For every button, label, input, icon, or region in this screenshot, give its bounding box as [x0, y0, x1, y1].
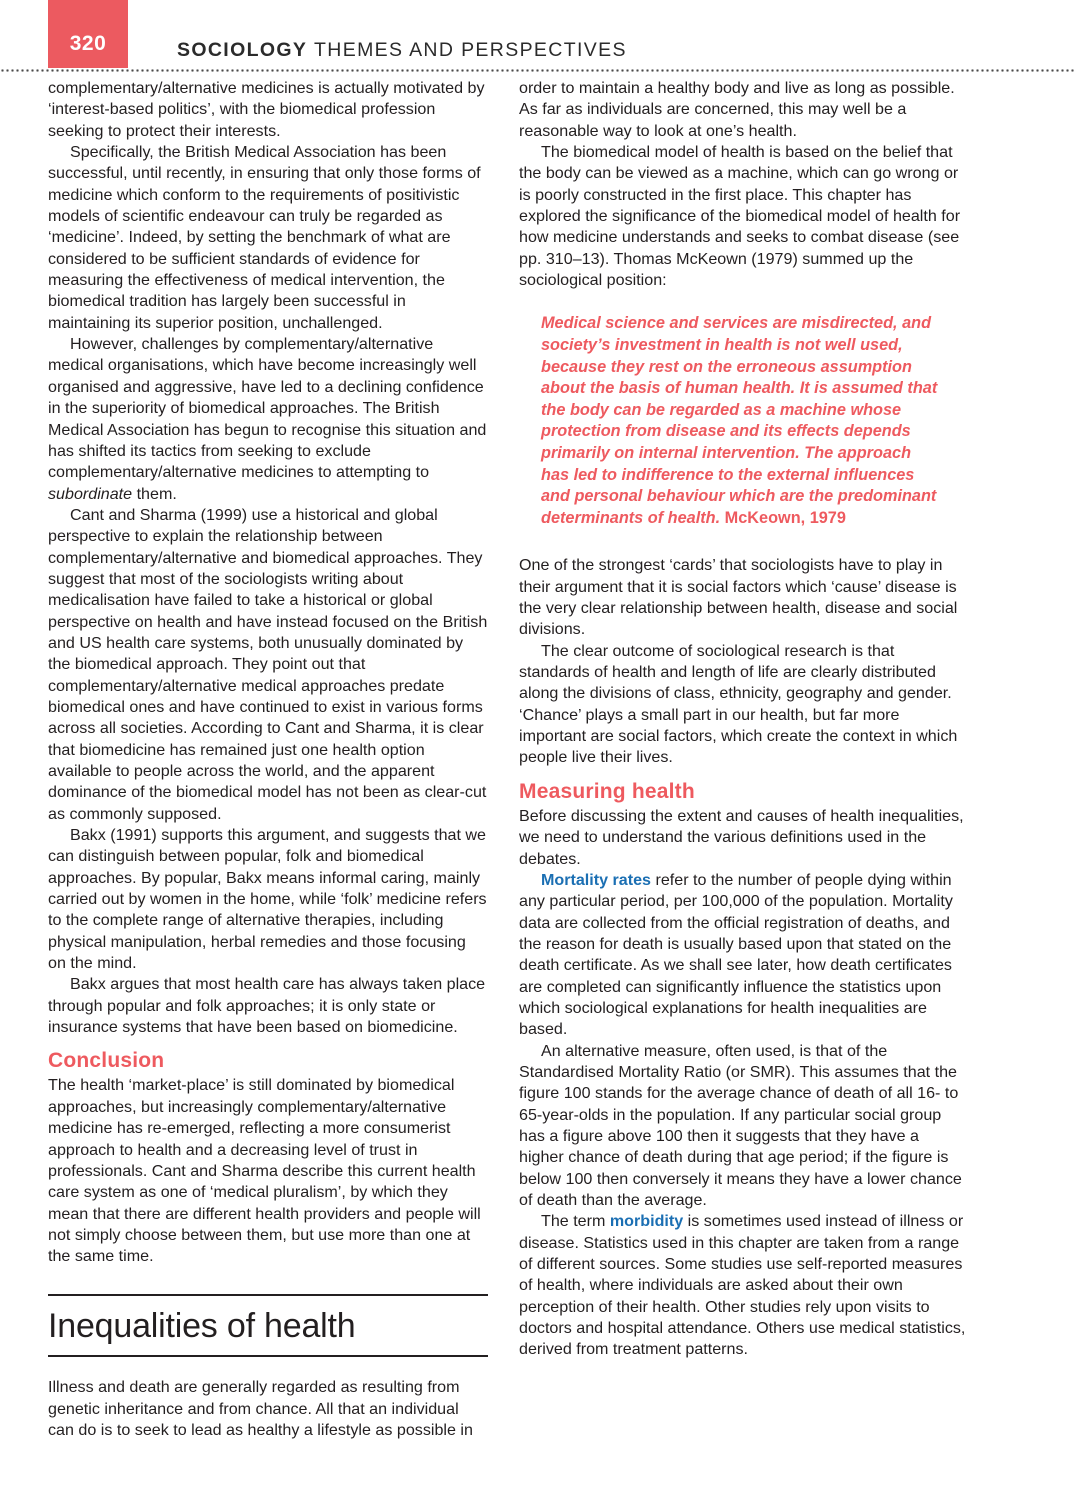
right-column — [519, 78, 968, 1361]
however-text-before: However, challenges by complementary/alternative medical organisations, which have become increasingly well organised and aggressive, have led to a declining confidence in the superiority of biomedical approaches. The British Medical Association has begun to recognise this situation and has shifted its tactics from seeking to exclude complementary/alternative medicines to attempting to — [48, 335, 487, 482]
left-column — [48, 78, 488, 1441]
paragraph-continuation: complementary/alternative medicines is actually motivated by ‘interest-based politics’, with the biomedical profession seeking to protect their interests. — [48, 79, 485, 140]
paragraph-however-subordinate — [48, 334, 488, 505]
paragraph-illness-and-death: Illness and death are generally regarded as resulting from genetic inheritance and from chance. All that an individual can do is to seek to lead as healthy a lifestyle as possible in — [48, 1378, 473, 1440]
paragraph-before-discussing: Before discussing the extent and causes of health inequalities, we need to understand the various definitions used in the debates. — [519, 806, 964, 868]
paragraph-conclusion: The health ‘market-place’ is still dominated by biomedical approaches, but increasingly complementary/alternative medicine has re-emerged, reflecting a more consumerist approach to health and a decreasing level of trust in professionals. Cant and Sharma describe this current health care system as one of ‘medical pluralism’, by which they mean that there are different health providers and people will not simply choose between them, but use more than one at the same time. — [48, 1076, 481, 1266]
paragraph-cant-sharma: Cant and Sharma (1999) use a historical and global perspective to explain the relationship between complementary/alternative and biomedical approaches. They suggest that most of the sociologists writing about medicalisation have failed to take a historical or global perspective on health and have instead focused on the British and US health care systems, both unusually dominated by the biomedical approach. They point out that complementary/alternative medical approaches predate biomedical ones and have continued to exist in various forms across all societies. According to Cant and Sharma, it is clear that biomedicine has remained just one health option available to people across the world, and the apparent dominance of the biomedical model has not been as clear-cut as commonly supposed. — [48, 505, 488, 823]
heading-measuring-health: Measuring health — [519, 779, 695, 803]
paragraph-bakx-1991: Bakx (1991) supports this argument, and suggests that we can distinguish between popular, folk and biomedical approaches. By popular, Bakx means informal caring, mainly carried out by women in the home, while ‘folk’ medicine refers to the complete range of alternative therapies, including physical manipulation, herbal remedies and those focusing on the mind. — [48, 826, 487, 973]
spacer — [519, 529, 968, 555]
paragraph-bma-success: Specifically, the British Medical Association has been successful, until recently, in ensuring that only those forms of medicine which conform to the requirements of positivistic models of scientific endeavour can truly be regarded as ‘medicine’. Indeed, by setting the benchmark of what are considered to be sufficient standards of evidence for measuring the effectiveness of medical intervention, the biomedical tradition has largely been successful in maintaining its superior position, unchallenged. — [48, 143, 481, 332]
pull-quote-text: Medical science and services are misdirected, and society’s investment in health is not well used, because they rest on the erroneous assumption about the basis of human health. It is assumed that the body can be regarded as a machine whose protection from disease and its effects depends primarily on internal intervention. The approach has led to indifference to the external influences and personal behaviour which are the predominant determinants of health. — [541, 314, 938, 527]
page-number-block — [48, 0, 128, 68]
paragraph-clear-outcome: The clear outcome of sociological research is that standards of health and length of life are clearly distributed along the divisions of class, ethnicity, geography and gender. ‘Chance’ plays a small part in our health, but far more important are social factors, which create the context in which people live their lives. — [519, 641, 958, 767]
paragraph-biomedical-model: The biomedical model of health is based on the belief that the body can be viewed as a machine, which can go wrong or is poorly constructed in the first place. This chapter has explored the significance of the biomedical model of health for how medicine understands and seeks to combat disease (see pp. 310–13). Thomas McKeown (1979) summed up the sociological position: — [519, 143, 961, 290]
morbidity-text-before: The term — [541, 1212, 610, 1231]
book-title — [177, 39, 627, 62]
mortality-rates-rest: refer to the number of people dying within any particular period, per 100,000 of the population. Mortality data are collected from the official registration of deaths, and the reason for death is usually based upon that stated on the death certificate. As we shall see later, how death certificates are completed can significantly influence the statistics upon which sociological explanations for health inequalities are based. — [519, 870, 953, 1039]
paragraph-order-to-maintain: order to maintain a healthy body and live as long as possible. As far as individuals are concerned, this may well be a reasonable way to look at one’s health. — [519, 79, 955, 140]
pull-quote-mckeown — [541, 313, 941, 529]
book-title-bold: SOCIOLOGY — [177, 39, 308, 61]
page-number: 320 — [69, 32, 107, 55]
paragraph-mortality-rates — [519, 870, 968, 1041]
paragraph-smr: An alternative measure, often used, is that of the Standardised Mortality Ratio (or SMR). This assumes that the figure 100 stands for the average chance of death of all 16- to 65-year-olds in the population. If any particular social group has a figure above 100 then it suggests that they have a higher chance of death during that age period; if the figure is below 100 then conversely it means they have a lower chance of death than the average. — [519, 1041, 962, 1209]
paragraph-strongest-cards: One of the strongest ‘cards’ that sociologists have to play in their argument that it is social factors which ‘cause’ disease is the very clear relationship between health, disease and social divisions. — [519, 556, 958, 639]
paragraph-morbidity — [519, 1211, 968, 1360]
paragraph-bakx-argues: Bakx argues that most health care has always taken place through popular and folk approaches; it is only state or insurance systems that have been based on biomedicine. — [48, 975, 486, 1037]
heading-conclusion: Conclusion — [48, 1049, 165, 1073]
morbidity-rest: is sometimes used instead of illness or disease. Statistics used in this chapter are taken from a range of different sources. Some studies use self-reported measures of health, where individuals are asked about their own perception of their health. Other studies rely upon visits to doctors and hospital attendance. Others use medical statistics, derived from treatment patterns. — [519, 1212, 966, 1359]
however-text-after: them. — [132, 484, 177, 503]
term-morbidity: morbidity — [609, 1212, 684, 1231]
book-title-regular: THEMES AND PERSPECTIVES — [314, 39, 627, 61]
header-dotted-rule — [0, 69, 1076, 72]
term-mortality-rates: Mortality rates — [541, 870, 652, 889]
subordinate-italic: subordinate — [48, 484, 133, 503]
running-head — [0, 0, 1076, 78]
page-title: Inequalities of health — [48, 1306, 356, 1345]
section-inequalities-of-health — [48, 1294, 488, 1358]
spacer — [48, 1357, 488, 1377]
pull-quote-attribution: McKeown, 1979 — [724, 508, 846, 527]
